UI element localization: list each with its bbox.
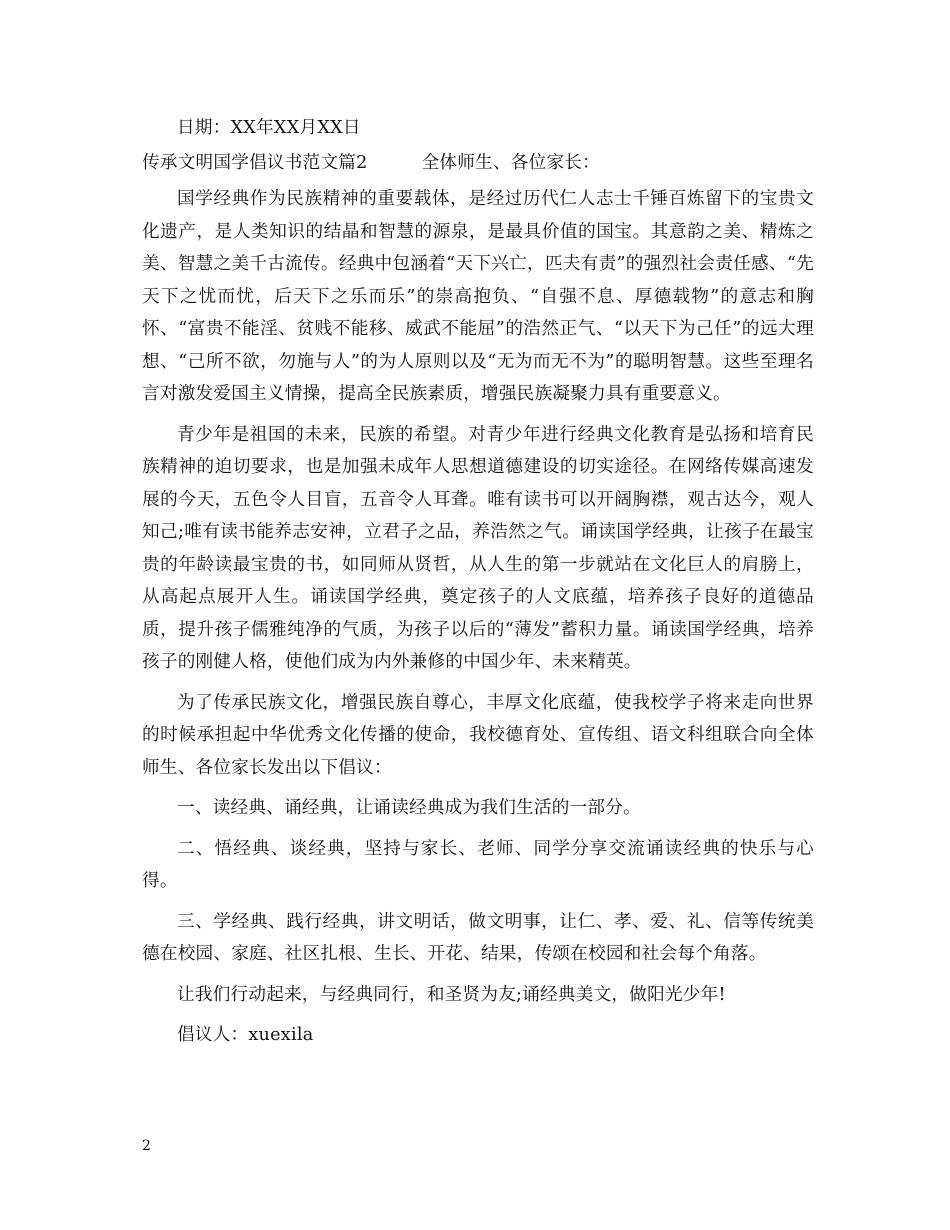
document-body	[142, 112, 814, 1060]
paragraph-1: 国学经典作为民族精神的重要载体，是经过历代仁人志士千锤百炼留下的宝贵文化遗产，是人类知识的结晶和智慧的源泉，是最具价值的国宝。其意韵之美、精炼之美、智慧之美千古流传。经典中包涵着“天下兴亡，匹夫有责”的强烈社会责任感、“先天下之忧而忧，后天下之乐而乐”的崇高抱负、“自强不息、厚德载物”的意志和胸怀、“富贵不能淫、贫贱不能移、威武不能屈”的浩然正气、“以天下为己任”的远大理想、“己所不欲，勿施与人”的为人原则以及“无为而无不为”的聪明智慧。这些至理名言对激发爱国主义情操，提高全民族素质，增强民族凝聚力具有重要意义。	[142, 189, 814, 404]
document-title: 传承文明国学倡议书范文篇2	[142, 152, 368, 173]
closing-line: 让我们行动起来，与经典同行，和圣贤为友;诵经典美文，做阳光少年!	[177, 984, 726, 1005]
proposal-item-3: 三、学经典、践行经典，讲文明话，做文明事，让仁、孝、爱、礼、信等传统美德在校园、家庭、社区扎根、生长、开花、结果，传颂在校园和社会每个角落。	[142, 911, 814, 964]
date-line: 日期：XX年XX月XX日	[177, 118, 361, 138]
paragraph-2: 青少年是祖国的未来，民族的希望。对青少年进行经典文化教育是弘扬和培育民族精神的迫切要求，也是加强未成年人思想道德建设的切实途径。在网络传媒高速发展的今天，五色令人目盲，五音令人耳聋。唯有读书可以开阔胸襟，观古达今，观人知己;唯有读书能养志安神，立君子之品，养浩然之气。诵读国学经典，让孩子在最宝贵的年龄读最宝贵的书，如同师从贤哲，从人生的第一步就站在文化巨人的肩膀上，从高起点展开人生。诵读国学经典，奠定孩子的人文底蕴，培养孩子良好的道德品质，提升孩子儒雅纯净的气质，为孩子以后的“薄发”蓄积力量。诵读国学经典，培养孩子的刚健人格，使他们成为内外兼修的中国少年、未来精英。	[142, 424, 814, 672]
proposal-item-2: 二、悟经典、谈经典，坚持与家长、老师、同学分享交流诵读经典的快乐与心得。	[142, 838, 814, 891]
page-number: 2	[142, 1138, 151, 1154]
signature-line: 倡议人：xuexila	[177, 1025, 314, 1045]
proposal-item-1: 一、读经典、诵经典，让诵读经典成为我们生活的一部分。	[177, 798, 641, 818]
title-and-salutation-line	[142, 147, 814, 180]
paragraph-3: 为了传承民族文化，增强民族自尊心，丰厚文化底蕴，使我校学子将来走向世界的时候承担起中华优秀文化传播的使命，我校德育处、宣传组、语文科组联合向全体师生、各位家长发出以下倡议：	[142, 692, 814, 778]
salutation: 全体师生、各位家长：	[421, 152, 601, 173]
